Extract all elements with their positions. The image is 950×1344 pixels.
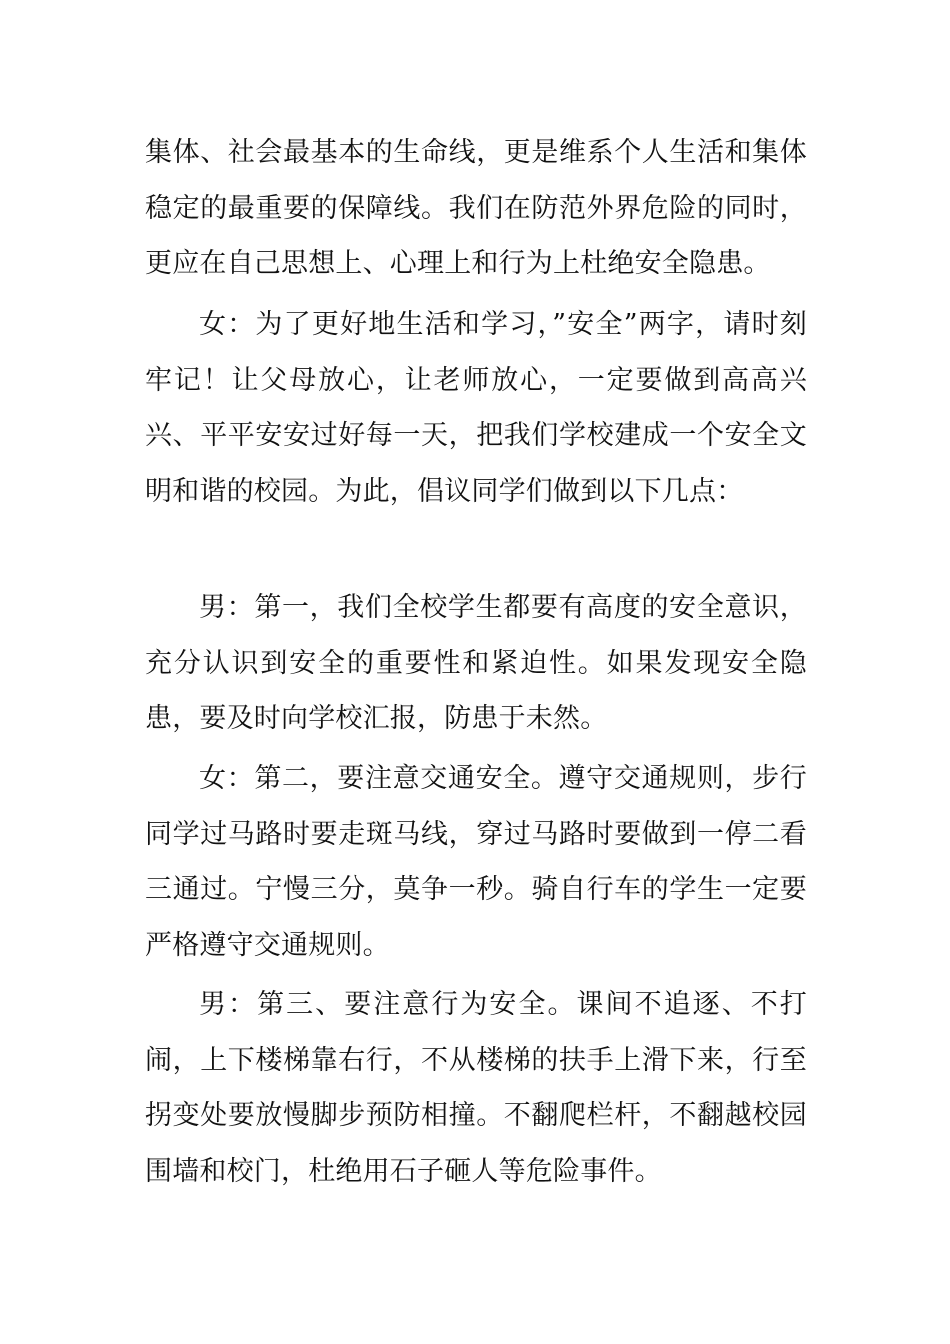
paragraph-female-speaker-intro: 女：为了更好地生活和学习，”安全”两字，请时刻牢记！让父母放心，让老师放心，一定要做到高高兴兴、平平安安过好每一天，把我们学校建成一个安全文明和谐的校园。为此，倡议同学们做到以下几点：: [145, 309, 807, 507]
paragraph-continuation: 集体、社会最基本的生命线，更是维系个人生活和集体稳定的最重要的保障线。我们在防范外界危险的同时，更应在自己思想上、心理上和行为上杜绝安全隐患。: [145, 137, 807, 279]
paragraph-point-three: 男：第三、要注意行为安全。课间不追逐、不打闹，上下楼梯靠右行，不从楼梯的扶手上滑下来，行至拐变处要放慢脚步预防相撞。不翻爬栏杆，不翻越校园围墙和校门，杜绝用石子砸人等危险事件。: [145, 989, 807, 1187]
paragraph-point-two: 女：第二，要注意交通安全。遵守交通规则，步行同学过马路时要走斑马线，穿过马路时要做到一停二看三通过。宁慢三分，莫争一秒。骑自行车的学生一定要严格遵守交通规则。: [145, 763, 807, 961]
paragraph-point-one: 男：第一，我们全校学生都要有高度的安全意识，充分认识到安全的重要性和紧迫性。如果发现安全隐患，要及时向学校汇报，防患于未然。: [145, 592, 807, 734]
